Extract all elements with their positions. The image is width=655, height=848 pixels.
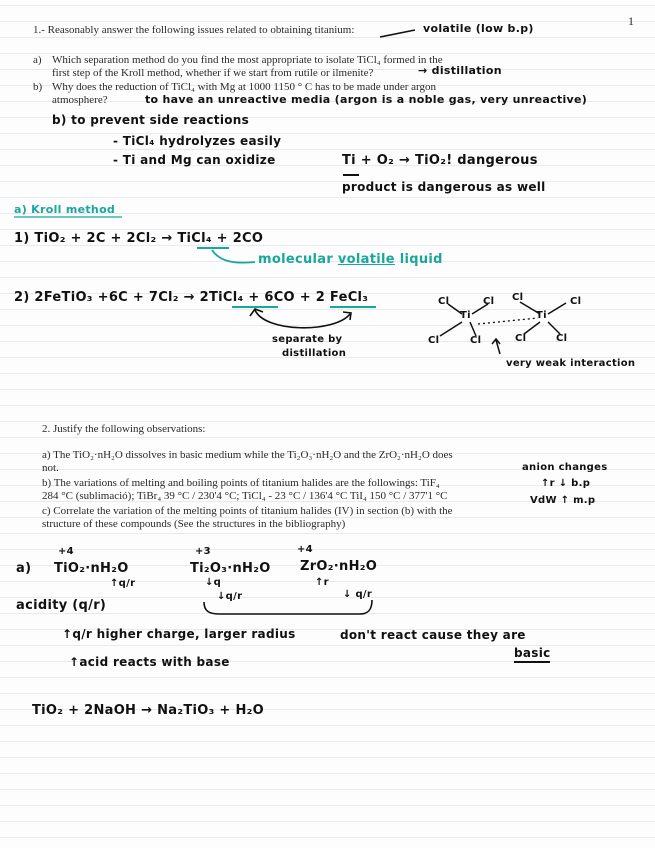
q1a-line1: Which separation method do you find the most appropriate to isolate TiCl₄ formed in the [52, 54, 443, 66]
q1b-label: b) [33, 81, 43, 93]
struct-ti-1: Ti [460, 310, 471, 321]
q1a-line2: first step of the Kroll method, whether if we start from rutile or ilmenite? [52, 67, 374, 79]
note-kroll-method: a) Kroll method [14, 203, 116, 216]
page-number: 1 [628, 14, 634, 28]
weak-interaction-dots [478, 318, 538, 324]
struct-cl-2: Cl [483, 296, 495, 307]
reaction-1-pre: 1) TiO₂ + 2C + 2Cl₂ → [14, 231, 178, 246]
sub-ti2o3-q: ↓q [205, 577, 222, 588]
q2a-line2: not. [42, 462, 59, 474]
struct-cl-8: Cl [556, 333, 568, 344]
struct-cl-6: Cl [570, 296, 582, 307]
note-basic: basic [514, 646, 551, 660]
reaction-2-mid: + 6CO + [243, 290, 316, 305]
separation-arc [255, 310, 350, 328]
arrow-line [380, 30, 415, 37]
note-distillation-2: distillation [282, 348, 347, 359]
reaction-1-post: + 2CO [211, 231, 264, 246]
ox-state-3: +4 [297, 544, 313, 555]
note-distillation-text: distillation [431, 64, 502, 77]
sub-tio2: ↑q/r [110, 578, 136, 589]
q1a-label: a) [33, 54, 42, 66]
q2c-line2: structure of these compounds (See the structures in the bibliography) [42, 518, 346, 530]
note-volatile-text: volatile (low b.p) [423, 22, 534, 35]
sub-ti2o3-qr: ↓q/r [217, 591, 243, 602]
reaction-1-ticl4: TiCl₄ [177, 231, 212, 246]
note-molecular-text: molecular [258, 252, 338, 267]
reaction-2-pre: 2) 2FeTiO₃ +6C + 7Cl₂ → [14, 290, 200, 305]
struct-cl-7: Cl [515, 333, 527, 344]
final-equation: TiO₂ + 2NaOH → Na₂TiO₃ + H₂O [32, 703, 264, 718]
struct-cl-4: Cl [470, 335, 482, 346]
struct-cl-1: Cl [438, 296, 450, 307]
ox-state-2: +3 [195, 546, 211, 557]
sub-zro2-qr: ↓ q/r [343, 589, 373, 600]
q1b-line1: Why does the reduction of TiCl₄ with Mg at 1000 1150 ° C has to be made under argon [52, 81, 437, 93]
note-vdw: VdW ↑ m.p [530, 495, 596, 506]
note-liquid: liquid [394, 252, 443, 267]
q2a-line1: a) The TiO₂·nH₂O dissolves in basic medium while the Ti₂O₃·nH₂O and the ZrO₂·nH₂O does [42, 449, 453, 461]
compound-zro2: ZrO₂·nH₂O [300, 559, 378, 574]
q1b-line2: atmosphere? [52, 94, 108, 106]
note-higher-charge: ↑q/r higher charge, larger radius [62, 627, 296, 641]
note-tio2-equation: Ti + O₂ → TiO₂! dangerous [342, 153, 538, 168]
note-bp: ↑r ↓ b.p [541, 478, 591, 489]
note-oxidize: - Ti and Mg can oxidize [113, 153, 276, 167]
arrow-right-icon: → [418, 64, 432, 77]
note-side-reactions: b) to prevent side reactions [52, 113, 250, 127]
compound-tio2: TiO₂·nH₂O [54, 561, 129, 576]
ox-state-1: +4 [58, 546, 74, 557]
note-volatile2: volatile [337, 252, 395, 267]
struct-ti-2: Ti [536, 310, 547, 321]
note-argon: to have an unreactive media (argon is a noble gas, very unreactive) [145, 93, 588, 106]
note-acid-base: ↑acid reacts with base [69, 655, 230, 669]
q2b-line1: b) The variations of melting and boiling points of titanium halides are the followings: TiF₄ [42, 477, 440, 489]
q2b-line2: 284 °C (sublimació); TiBr₄ 39 °C / 230'4 °C; TiCl₄ - 23 °C / 136'4 °C TiI₄ 150 °C / 377'1 °C [42, 490, 448, 502]
note-separate: separate by [272, 334, 343, 345]
reaction-2-fecl3: 2 FeCl₃ [315, 290, 369, 305]
curved-pointer [212, 250, 255, 263]
note-acidity: acidity (q/r) [16, 598, 107, 613]
note-hydrolyzes: - TiCl₄ hydrolyzes easily [113, 134, 282, 148]
note-product-dangerous: product is dangerous as well [342, 180, 546, 194]
struct-cl-3: Cl [428, 335, 440, 346]
sub-zro2-r: ↑r [315, 577, 329, 588]
q1-title: 1.- Reasonably answer the following issues related to obtaining titanium: [33, 24, 355, 36]
struct-cl-5: Cl [512, 292, 524, 303]
q2-title: 2. Justify the following observations: [42, 423, 206, 435]
note-anion-changes: anion changes [522, 462, 608, 473]
reaction-2-ticl4: 2TiCl₄ [199, 290, 244, 305]
note-weak-interaction: very weak interaction [506, 358, 636, 369]
compound-ti2o3: Ti₂O₃·nH₂O [190, 561, 271, 576]
q2-a-label: a) [16, 561, 32, 576]
note-dont-react: don't react cause they are [340, 628, 526, 642]
q2c-line1: c) Correlate the variation of the melting points of titanium halides (IV) in section (b) with the [42, 505, 453, 517]
brace [204, 600, 372, 614]
struct-bonds [440, 302, 566, 336]
